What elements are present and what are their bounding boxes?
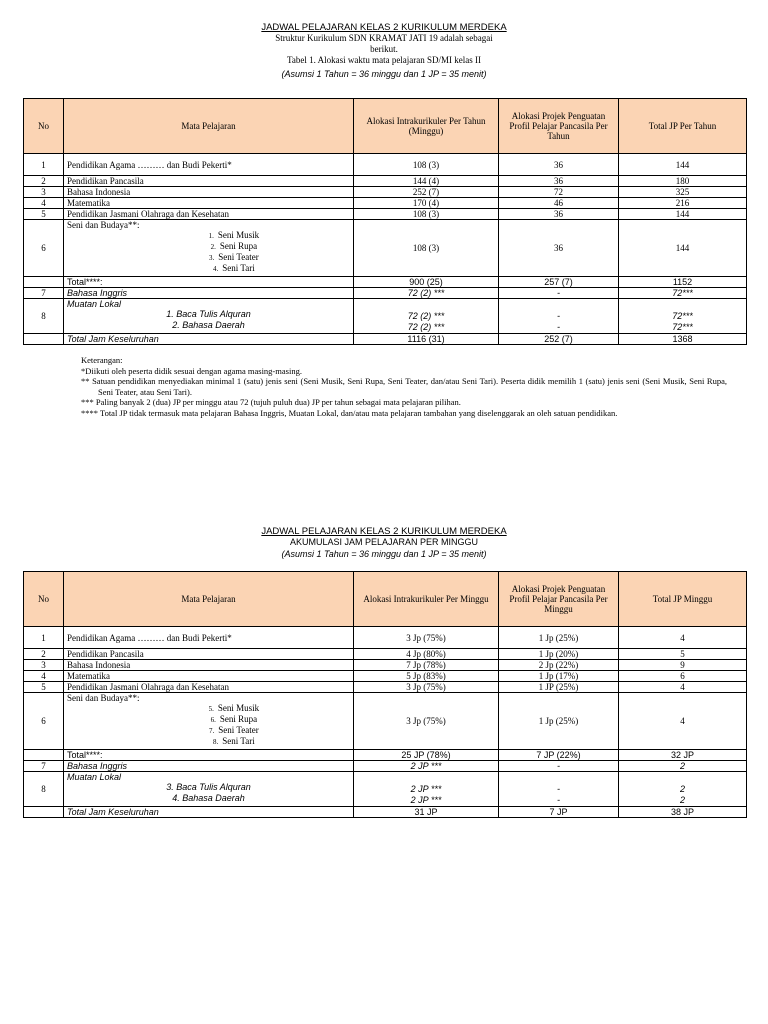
table1-heading (0, 22, 768, 80)
row-mapel: Pendidikan Agama ……… dan Budi Pekerti* (64, 627, 354, 649)
row-total: 4 (619, 627, 747, 649)
table2-header-row (24, 572, 747, 627)
grand-intra: 31 JP (354, 807, 499, 818)
row-projek: 1 Jp (25%) (499, 693, 619, 750)
row-mapel: Bahasa Inggris (64, 761, 354, 772)
row-total: 325 (619, 187, 747, 198)
seni-item: 5. Seni Musik (208, 703, 260, 713)
table-row (24, 176, 747, 187)
row-mapel: Matematika (64, 198, 354, 209)
header-mapel: Mata Pelajaran (64, 99, 354, 154)
subtotal-projek: 7 JP (22%) (499, 750, 619, 761)
row-projek: 46 (499, 198, 619, 209)
row-intra: 3 Jp (75%) (354, 682, 499, 693)
grand-projek: 252 (7) (499, 334, 619, 345)
note-4: **** Total JP tidak termasuk mata pelajaran Bahasa Inggris, Muatan Lokal, dan/atau mata pelajaran tambahan yang diselenggarak an oleh satuan pendidikan. (81, 407, 618, 418)
row-intra: 2 JP *** (354, 761, 499, 772)
row-mapel-seni (64, 693, 354, 750)
table1-assumption: (Asumsi 1 Tahun = 36 minggu dan 1 JP = 35 menit) (281, 69, 487, 79)
notes (81, 355, 727, 418)
table-row (24, 187, 747, 198)
table2 (23, 571, 747, 818)
header-projek: Alokasi Projek Penguatan Profil Pelajar Pancasila Per Minggu (499, 572, 619, 627)
row-mapel: Bahasa Indonesia (64, 660, 354, 671)
row-no: 8 (24, 299, 64, 334)
table-row-inggris (24, 288, 747, 299)
table2-heading (0, 526, 768, 560)
row-projek: 1 Jp (20%) (499, 649, 619, 660)
row-intra: 144 (4) (354, 176, 499, 187)
grand-total: 1368 (619, 334, 747, 345)
row-mapel: Bahasa Indonesia (64, 187, 354, 198)
row-projek: 1 Jp (25%) (499, 627, 619, 649)
row-no: 2 (24, 649, 64, 660)
row-intra: 2 JP *** 2 JP *** (354, 772, 499, 807)
row-projek: 36 (499, 154, 619, 176)
grand-intra: 1116 (31) (354, 334, 499, 345)
row-total: 2 (619, 761, 747, 772)
row-total: 72*** (619, 288, 747, 299)
subtotal-total: 1152 (619, 277, 747, 288)
row-total: 144 (619, 220, 747, 277)
row-intra: 3 Jp (75%) (354, 693, 499, 750)
row-mapel-seni (64, 220, 354, 277)
grand-label: Total Jam Keseluruhan (64, 807, 354, 818)
row-total: 144 (619, 209, 747, 220)
subtotal-intra: 900 (25) (354, 277, 499, 288)
row-intra: 4 Jp (80%) (354, 649, 499, 660)
seni-item: 6. Seni Rupa (210, 714, 258, 724)
table2-assumption: (Asumsi 1 Tahun = 36 minggu dan 1 JP = 35 menit) (281, 549, 487, 559)
header-no: No (24, 99, 64, 154)
row-mapel: Pendidikan Pancasila (64, 176, 354, 187)
seni-item: 7. Seni Teater (209, 725, 259, 735)
table-row (24, 198, 747, 209)
muatan-item: 3. Baca Tulis Alquran (166, 782, 251, 792)
seni-item: 4. Seni Tari (213, 263, 255, 273)
table-row (24, 154, 747, 176)
subtotal-label: Total****: (64, 277, 354, 288)
table-row-seni (24, 693, 747, 750)
row-projek: 36 (499, 220, 619, 277)
seni-label: Seni dan Budaya**: (67, 693, 140, 703)
row-no: 1 (24, 154, 64, 176)
row-projek: - (499, 288, 619, 299)
table-row (24, 660, 747, 671)
table-row-seni (24, 220, 747, 277)
row-intra: 170 (4) (354, 198, 499, 209)
table-row (24, 627, 747, 649)
note-2: ** Satuan pendidikan menyediakan minimal 1 (satu) jenis seni (Seni Musik, Seni Rupa, Seni Teater, dan/atau Seni Tari). Peserta didik memilih 1 (satu) jenis seni (Seni Musik, Seni Rupa, Seni Teater, atau Seni Tari). (81, 376, 727, 397)
row-intra: 72 (2) *** (354, 288, 499, 299)
muatan-label: Muatan Lokal (67, 299, 122, 309)
seni-item: 8. Seni Tari (213, 736, 255, 746)
table-row (24, 649, 747, 660)
row-total: 9 (619, 660, 747, 671)
table-row-grand (24, 807, 747, 818)
header-total: Total JP Minggu (619, 572, 747, 627)
row-no: 4 (24, 671, 64, 682)
muatan-item: 2. Bahasa Daerah (172, 320, 245, 330)
row-no: 2 (24, 176, 64, 187)
row-total: 4 (619, 693, 747, 750)
note-1: *Diikuti oleh peserta didik sesuai dengan agama masing-masing. (81, 365, 302, 376)
table-row (24, 671, 747, 682)
table-row (24, 209, 747, 220)
row-total: 72*** 72*** (619, 299, 747, 334)
header-total: Total JP Per Tahun (619, 99, 747, 154)
row-no: 1 (24, 627, 64, 649)
row-no: 6 (24, 220, 64, 277)
table1-title: JADWAL PELAJARAN KELAS 2 KURIKULUM MERDEKA (261, 22, 507, 33)
row-projek: 72 (499, 187, 619, 198)
table-row-muatan (24, 772, 747, 807)
row-projek: 1 Jp (17%) (499, 671, 619, 682)
row-mapel: Matematika (64, 671, 354, 682)
table-row (24, 682, 747, 693)
table-row-inggris (24, 761, 747, 772)
subtotal-projek: 257 (7) (499, 277, 619, 288)
row-total: 4 (619, 682, 747, 693)
row-intra: 252 (7) (354, 187, 499, 198)
row-projek: - - (499, 299, 619, 334)
row-mapel: Bahasa Inggris (64, 288, 354, 299)
header-projek: Alokasi Projek Penguatan Profil Pelajar Pancasila Per Tahun (499, 99, 619, 154)
row-intra: 72 (2) *** 72 (2) *** (354, 299, 499, 334)
table2-title: JADWAL PELAJARAN KELAS 2 KURIKULUM MERDEKA (261, 526, 507, 537)
row-no: 3 (24, 187, 64, 198)
row-total: 6 (619, 671, 747, 682)
table-row-subtotal (24, 750, 747, 761)
subtotal-label: Total****: (64, 750, 354, 761)
row-mapel: Pendidikan Agama ……… dan Budi Pekerti* (64, 154, 354, 176)
row-intra: 7 Jp (78%) (354, 660, 499, 671)
table1-subtitle-line1: Struktur Kurikulum SDN KRAMAT JATI 19 adalah sebagai (275, 33, 493, 43)
muatan-label: Muatan Lokal (67, 772, 122, 782)
row-intra: 108 (3) (354, 209, 499, 220)
muatan-item: 1. Baca Tulis Alquran (166, 309, 251, 319)
row-no: 5 (24, 682, 64, 693)
row-no: 5 (24, 209, 64, 220)
header-no: No (24, 572, 64, 627)
row-total: 180 (619, 176, 747, 187)
row-projek: 36 (499, 209, 619, 220)
row-mapel-muatan (64, 299, 354, 334)
seni-item: 2. Seni Rupa (210, 241, 258, 251)
row-no: 6 (24, 693, 64, 750)
row-projek: 2 Jp (22%) (499, 660, 619, 671)
row-total: 216 (619, 198, 747, 209)
row-intra: 5 Jp (83%) (354, 671, 499, 682)
row-intra: 108 (3) (354, 220, 499, 277)
header-mapel: Mata Pelajaran (64, 572, 354, 627)
table1 (23, 98, 747, 345)
row-mapel-muatan (64, 772, 354, 807)
row-intra: 108 (3) (354, 154, 499, 176)
row-mapel: Pendidikan Jasmani Olahraga dan Kesehatan (64, 209, 354, 220)
row-no: 7 (24, 288, 64, 299)
table-row-muatan (24, 299, 747, 334)
subtotal-intra: 25 JP (78%) (354, 750, 499, 761)
row-projek: 36 (499, 176, 619, 187)
grand-total: 38 JP (619, 807, 747, 818)
row-total: 5 (619, 649, 747, 660)
header-intra: Alokasi Intrakurikuler Per Minggu (354, 572, 499, 627)
row-mapel: Pendidikan Pancasila (64, 649, 354, 660)
row-total: 144 (619, 154, 747, 176)
seni-label: Seni dan Budaya**: (67, 220, 140, 230)
subtotal-total: 32 JP (619, 750, 747, 761)
row-no: 7 (24, 761, 64, 772)
table-row-grand (24, 334, 747, 345)
row-no: 3 (24, 660, 64, 671)
muatan-item: 4. Bahasa Daerah (172, 793, 245, 803)
row-no: 4 (24, 198, 64, 209)
seni-item: 3. Seni Teater (209, 252, 259, 262)
row-total: 2 2 (619, 772, 747, 807)
grand-label: Total Jam Keseluruhan (64, 334, 354, 345)
note-3: *** Paling banyak 2 (dua) JP per minggu atau 72 (tujuh puluh dua) JP per tahun sebagai mata pelajaran pilihan. (81, 397, 461, 407)
row-projek: - (499, 761, 619, 772)
notes-heading: Keterangan: (81, 355, 123, 365)
table1-header-row (24, 99, 747, 154)
row-intra: 3 Jp (75%) (354, 627, 499, 649)
table1-caption: Tabel 1. Alokasi waktu mata pelajaran SD/MI kelas II (286, 55, 482, 65)
grand-projek: 7 JP (499, 807, 619, 818)
row-projek: 1 JP (25%) (499, 682, 619, 693)
table-row-subtotal (24, 277, 747, 288)
header-intra: Alokasi Intrakurikuler Per Tahun (Minggu) (354, 99, 499, 154)
row-mapel: Pendidikan Jasmani Olahraga dan Kesehatan (64, 682, 354, 693)
seni-item: 1. Seni Musik (208, 230, 260, 240)
table1-subtitle-line2: berikut. (370, 44, 398, 54)
row-no: 8 (24, 772, 64, 807)
table2-subtitle: AKUMULASI JAM PELAJARAN PER MINGGU (289, 537, 479, 547)
row-projek: - - (499, 772, 619, 807)
